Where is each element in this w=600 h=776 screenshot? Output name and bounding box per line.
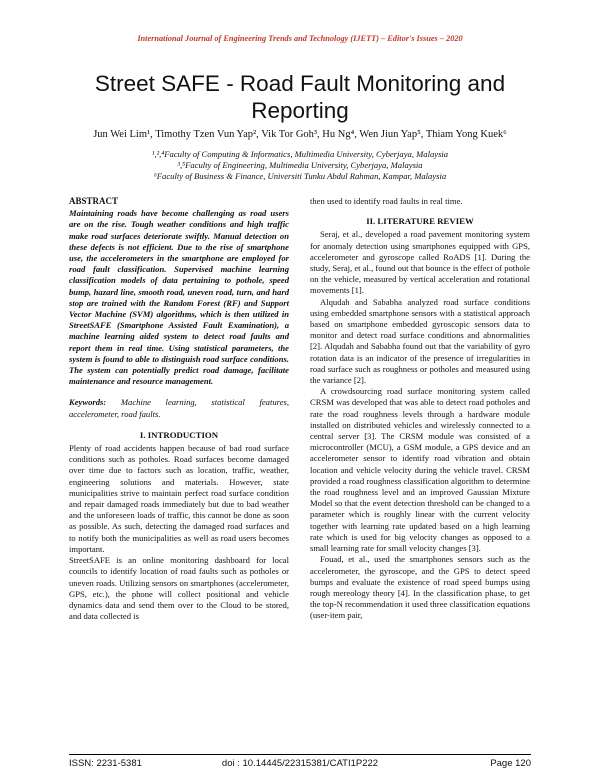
keywords-text: Machine learning, statistical features, accelerometer, road faults. xyxy=(69,397,289,419)
literature-paragraph-3: A crowdsourcing road surface monitoring system called CRSM was developed that was able to detect road potholes and rate the road roughness levels through a hardware module installed on distributed vehicles and wirelessly connected to a central server [3]. The CRSM module was consisted of a microcontroller (MCU), a GSM module, a GPS device and an accelerometer sensor to identify road vibration and obtain location and vehicle velocity during the vehicle travel. CRSM provided a road roughness classification algorithm to determine the road roughness level and an improved Gaussian Mixture Model so that the event detection threshold can be changed to a parameter which is roughly linear with the current velocity together with learning rate updated based on a high learning rate which is used for big velocity changes as opposed to a small learning rate for small velocity changes [3]. xyxy=(310,386,530,554)
literature-paragraph-1: Seraj, et al., developed a road pavement monitoring system for anomaly detection using smartphones equipped with GPS, accelerometer and gyroscope called RoADS [1]. During the study, Seraj, et al., found out that bounce is the effect of pothole on the vehicle, measured by vertical acceleration and rotational movements [1]. xyxy=(310,229,530,296)
keywords-label: Keywords: xyxy=(69,397,107,408)
left-column xyxy=(69,196,289,622)
author-list: Jun Wei Lim¹, Timothy Tzen Vun Yap², Vik Tor Goh³, Hu Ng⁴, Wen Jiun Yap⁵, Thiam Yong Kuek⁶ xyxy=(93,129,507,140)
doi: doi : 10.14445/22315381/CATI1P222 xyxy=(221,758,379,769)
page-number: Page 120 xyxy=(490,758,531,769)
affiliation-2: ³,⁵Faculty of Engineering, Multimedia University, Cyberjaya, Malaysia xyxy=(177,160,423,170)
journal-header: International Journal of Engineering Trends and Technology (IJETT) – Editor's Issues – 2020 xyxy=(137,34,463,43)
literature-paragraph-2: Alqudah and Sababha analyzed road surface conditions using embedded smartphone sensors with a statistical approach based on smartphone embedded gyroscopic sensors data to monitor and detect road surface conditions and abnormalities [2]. Alqudah and Sababha found out that the variability of gyro rotation data is an indicator of the presence of irregularities in road surface such as roughness or potholes and measured using the variance [2]. xyxy=(310,296,530,386)
introduction-paragraph-2: StreetSAFE is an online monitoring dashboard for local councils to identify location of road faults such as potholes or uneven roads. Utilizing sensors on smartphones (accelerometer, GPS, etc.), the phone will collect positional and vehicle dynamics data and send them over to the Cloud to be stored, and data collected is xyxy=(69,555,289,622)
affiliation-1: ¹,²,⁴Faculty of Computing & Informatics, Multimedia University, Cyberjaya, Malaysia xyxy=(151,149,449,159)
literature-review-heading: II. LITERATURE REVIEW xyxy=(366,216,474,227)
keywords xyxy=(69,397,289,419)
abstract-heading: ABSTRACT xyxy=(69,196,119,206)
issn: ISSN: 2231-5381 xyxy=(69,758,142,769)
affiliation-3: ⁶Faculty of Business & Finance, Universiti Tunku Abdul Rahman, Kampar, Malaysia xyxy=(153,171,447,181)
right-column xyxy=(310,196,530,622)
paper-title: Street SAFE - Road Fault Monitoring and Reporting xyxy=(94,71,506,123)
literature-paragraph-4: Fouad, et al., used the smartphones sensors such as the accelerometer, the gyroscope, and the GPS to detect speed bumps and evaluate the existence of road speed bumps using rough mereology theory [4]. In the classification phase, to get the top-N recommendation it used three classification equations (user-item pair, xyxy=(310,554,530,621)
introduction-continuation: then used to identify road faults in real time. xyxy=(310,196,463,206)
footer-divider xyxy=(69,754,531,755)
introduction-paragraph-1: Plenty of road accidents happen because of bad road surface conditions such as potholes. Road surfaces become damaged over time due to factors such as location, traffic, weather, engineering solutions and materials. However, state municipalities strive to maintain perfect road surface condition and repair damaged roads immediately but due to bad weather and the unforeseen loads of traffic, this cannot be done as soon as possible. As such, detecting the damaged road surfaces and to notify both the municipalities as well as road users becomes important. xyxy=(69,443,289,554)
abstract-text: Maintaining roads have become challenging as road users are on the rise. Tough weather conditions and high traffic make road surfaces deteriorate swiftly. Manual detection on these defects is not efficient. Due to the rise of smartphone use, the accelerometers in the smartphone are employed for road fault classification. Supervised machine learning classification models of data pertaining to pothole, speed bump, hazard line, smooth road, uneven road, turn, and hard stop are trained with the Random Forest (RF) and Support Vector Machine (SVM) algorithms, which is then utilized in StreetSAFE (Smartphone Assisted Fault Examination), a machine learning aided system to detect road faults and report them in real time. Using statistical parameters, the system is found to able to distinguish road surface conditions. The system can potentially predict road damage, facilitate maintenance and resource management. xyxy=(69,208,289,387)
page-footer xyxy=(69,758,531,772)
introduction-heading: I. INTRODUCTION xyxy=(139,429,219,440)
